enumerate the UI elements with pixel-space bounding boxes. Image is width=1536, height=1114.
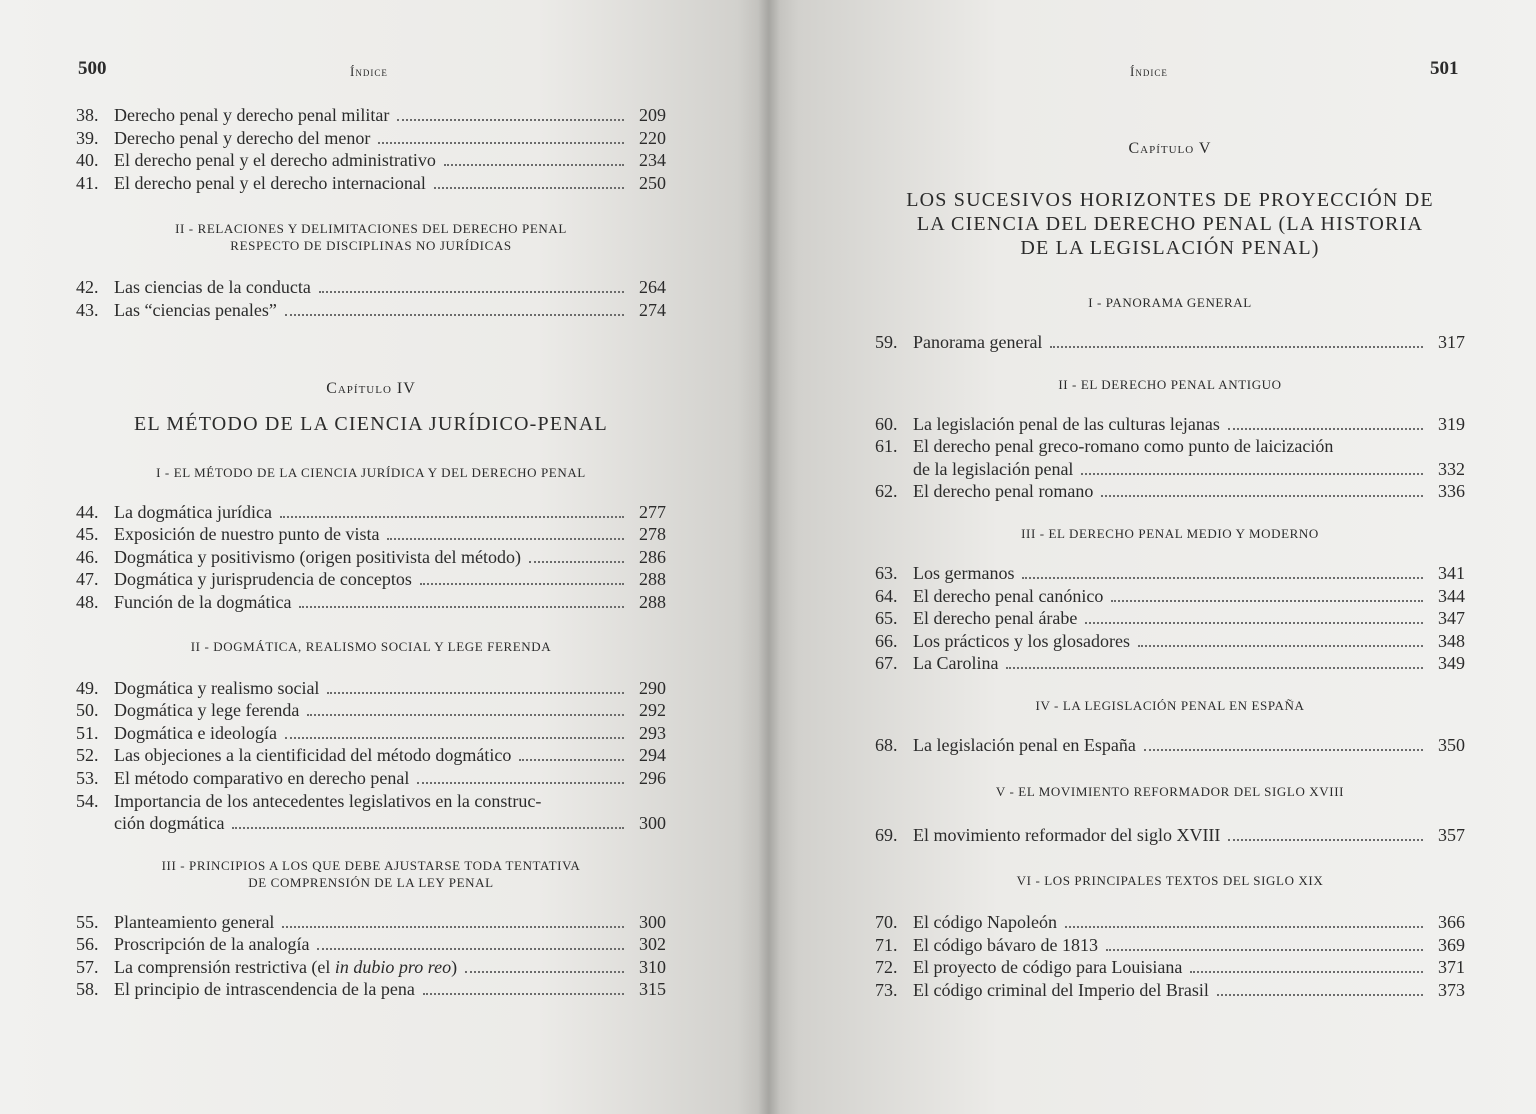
chapter-label: Capítulo V <box>1128 140 1212 157</box>
section-heading: II - DOGMÁTICA, REALISMO SOCIAL Y LEGE FERENDA <box>190 638 552 654</box>
page-number-left: 500 <box>78 58 107 79</box>
section-heading: II - RELACIONES Y DELIMITACIONES DEL DERECHO PENAL RESPECTO DE DISCIPLINAS NO JURÍDICAS <box>175 221 567 254</box>
toc-entry: 66. Los prácticos y los glosadores 348 <box>875 630 1465 651</box>
toc-entry: 44. La dogmática jurídica 277 <box>76 501 666 522</box>
toc-entry: 60. La legislación penal de las culturas lejanas 319 <box>875 413 1465 434</box>
entry-group-vi <box>875 911 1465 1001</box>
toc-entry: 51. Dogmática e ideología 293 <box>76 722 666 743</box>
toc-entry: 54. Importancia de los antecedentes legislativos en la construc- ción dogmática 300 <box>76 790 666 834</box>
entry-group-c <box>76 501 666 614</box>
toc-entry: 50. Dogmática y lege ferenda 292 <box>76 700 666 721</box>
entry-group-i <box>875 331 1465 354</box>
chapter-title: LOS SUCESIVOS HORIZONTES DE PROYECCIÓN DE LA CIENCIA DEL DERECHO PENAL (LA HISTORIA DE LA LEGISLACIÓN PENAL) <box>906 189 1434 259</box>
entry-group-iv <box>875 734 1465 757</box>
entry-group-v <box>875 824 1465 847</box>
toc-entry: 56. Proscripción de la analogía 302 <box>76 934 666 955</box>
toc-entry: 53. El método comparativo en derecho penal 296 <box>76 767 666 788</box>
section-heading: IV - LA LEGISLACIÓN PENAL EN ESPAÑA <box>1035 697 1305 713</box>
section-heading: III - EL DERECHO PENAL MEDIO Y MODERNO <box>1021 525 1319 541</box>
toc-entry: 62. El derecho penal romano 336 <box>875 481 1465 502</box>
toc-entry: 55. Planteamiento general 300 <box>76 911 666 932</box>
toc-entry: 71. El código bávaro de 1813 369 <box>875 934 1465 955</box>
entry-group-d <box>76 677 666 835</box>
toc-entry: 43. Las “ciencias penales” 274 <box>76 299 666 320</box>
entry-group-e <box>76 911 666 1001</box>
toc-entry: 40. El derecho penal y el derecho administrativo 234 <box>76 150 666 171</box>
toc-entry: 39. Derecho penal y derecho del menor 220 <box>76 127 666 148</box>
toc-entry: 45. Exposición de nuestro punto de vista 278 <box>76 524 666 545</box>
toc-right <box>875 140 1465 1002</box>
section-heading: VI - LOS PRINCIPALES TEXTOS DEL SIGLO XIX <box>1016 873 1324 889</box>
toc-entry: 46. Dogmática y positivismo (origen positivista del método) 286 <box>76 546 666 567</box>
toc-entry: 59. Panorama general 317 <box>875 332 1465 352</box>
chapter-label: Capítulo IV <box>326 379 416 397</box>
section-heading: V - EL MOVIMIENTO REFORMADOR DEL SIGLO XVIII <box>995 783 1345 799</box>
toc-entry: 47. Dogmática y jurisprudencia de conceptos 288 <box>76 569 666 590</box>
entry-group-a <box>76 104 666 194</box>
toc-entry: 67. La Carolina 349 <box>875 653 1465 674</box>
toc-entry: 63. Los germanos 341 <box>875 562 1465 583</box>
entry-group-b <box>76 276 666 321</box>
entry-group-iii <box>875 562 1465 675</box>
section-heading: I - PANORAMA GENERAL <box>1088 295 1252 310</box>
running-head-left: Índice <box>350 64 388 79</box>
section-heading: I - EL MÉTODO DE LA CIENCIA JURÍDICA Y DEL DERECHO PENAL <box>156 464 586 480</box>
entry-group-ii <box>875 413 1465 503</box>
toc-entry: 70. El código Napoleón 366 <box>875 912 1465 933</box>
toc-entry: 64. El derecho penal canónico 344 <box>875 585 1465 606</box>
toc-entry: 58. El principio de intrascendencia de la pena 315 <box>76 979 666 1000</box>
page-number-right: 501 <box>1430 58 1459 79</box>
section-heading: II - EL DERECHO PENAL ANTIGUO <box>1058 376 1282 392</box>
running-head-right: Índice <box>1130 64 1168 79</box>
toc-entry: 65. El derecho penal árabe 347 <box>875 608 1465 629</box>
toc-entry: 38. Derecho penal y derecho penal militar 209 <box>76 105 666 125</box>
toc-entry: 61. El derecho penal greco-romano como punto de laicización de la legislación penal 332 <box>875 436 1465 479</box>
toc-entry: 52. Las objeciones a la cientificidad del método dogmático 294 <box>76 745 666 766</box>
toc-entry: 57. La comprensión restrictiva (el in dubio pro reo) 310 <box>76 956 666 977</box>
toc-entry: 41. El derecho penal y el derecho internacional 250 <box>76 172 666 193</box>
toc-entry: 72. El proyecto de código para Louisiana 371 <box>875 957 1465 978</box>
book-gutter <box>758 0 780 1114</box>
chapter-title: EL MÉTODO DE LA CIENCIA JURÍDICO-PENAL <box>134 412 608 435</box>
toc-entry: 69. El movimiento reformador del siglo XVIII 357 <box>875 824 1465 845</box>
toc-entry: 73. El código criminal del Imperio del Brasil 373 <box>875 979 1465 1000</box>
toc-entry: 49. Dogmática y realismo social 290 <box>76 677 666 698</box>
toc-left <box>76 104 666 1001</box>
toc-entry: 42. Las ciencias de la conducta 264 <box>76 277 666 298</box>
toc-entry: 68. La legislación penal en España 350 <box>875 734 1465 755</box>
toc-entry: 48. Función de la dogmática 288 <box>76 591 666 612</box>
section-heading: III - PRINCIPIOS A LOS QUE DEBE AJUSTARSE TODA TENTATIVA DE COMPRENSIÓN DE LA LEY PENAL <box>161 857 581 890</box>
